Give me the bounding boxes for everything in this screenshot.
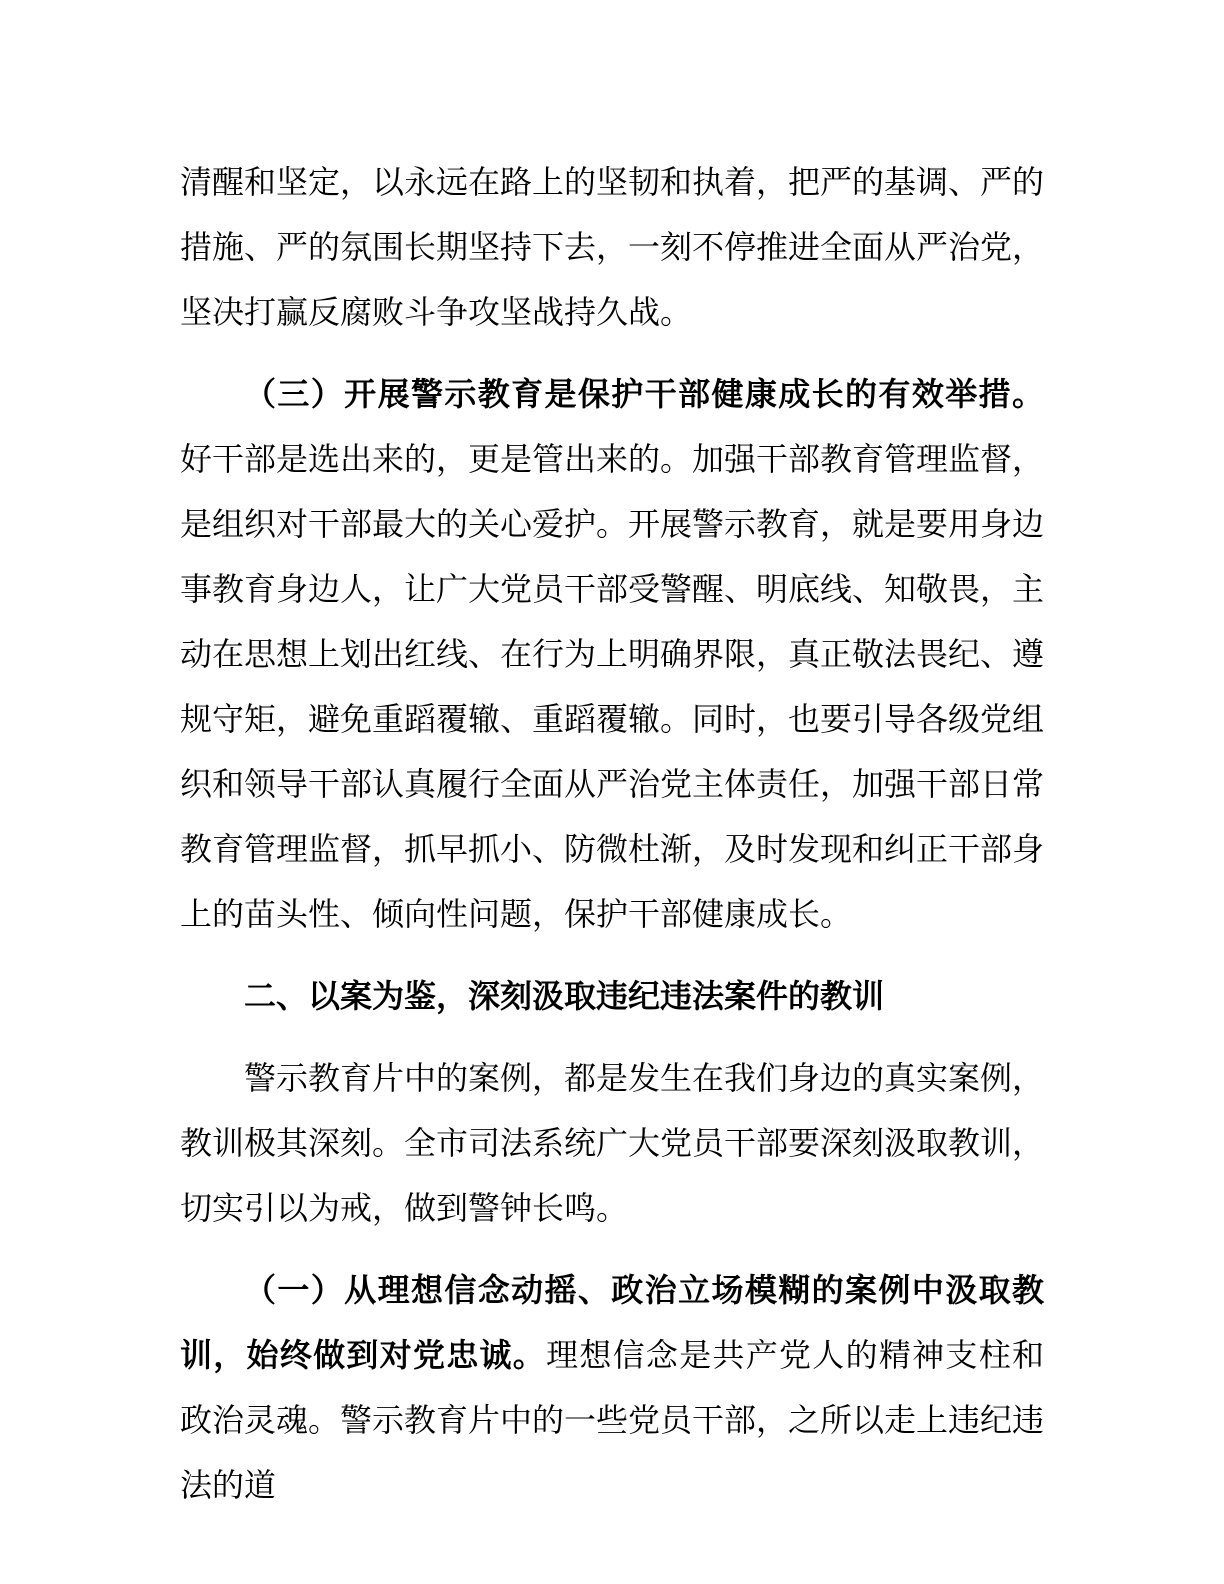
paragraph-point-three — [180, 362, 1044, 947]
body-text-run: 清醒和坚定，以永远在路上的坚韧和执着，把严的基调、严的措施、严的氛围长期坚持下去，一刻不停推进全面从严治党，坚决打赢反腐败斗争攻坚战持久战。 — [180, 164, 1045, 330]
body-text-run: 警示教育片中的案例，都是发生在我们身边的真实案例，教训极其深刻。全市司法系统广大党员干部要深刻汲取教训，切实引以为戒，做到警钟长鸣。 — [180, 1060, 1045, 1226]
section-heading-text: 二、以案为鉴，深刻汲取违纪违法案件的教训 — [244, 978, 885, 1014]
paragraph-point-one — [180, 1258, 1044, 1518]
bold-lead-run: （三）开展警示教育是保护干部健康成长的有效举措。 — [244, 376, 1044, 412]
body-text-run: 好干部是选出来的，更是管出来的。加强干部教育管理监督，是组织对干部最大的关心爱护。开展警示教育，就是要用身边事教育身边人，让广大党员干部受警醒、明底线、知敬畏，主动在思想上划出红线、在行为上明确界限，真正敬法畏纪、遵规守矩，避免重蹈覆辙、重蹈覆辙。同时，也要引导各级党组织和领导干部认真履行全面从严治党主体责任，加强干部日常教育管理监督，抓早抓小、防微杜渐，及时发现和纠正干部身上的苗头性、倾向性问题，保护干部健康成长。 — [180, 441, 1045, 932]
paragraph-continuation — [180, 150, 1044, 345]
section-heading-two — [180, 964, 1044, 1029]
body-text-run: 理想信念是共产党人的精神支柱和政治灵魂。警示教育片中的一些党员干部，之所以走上违纪违法的道 — [180, 1337, 1045, 1503]
paragraph-cases-intro — [180, 1046, 1044, 1241]
bold-lead-run: （一）从理想信念动摇、政治立场模糊的案例中汲取教训，始终做到对党忠诚。 — [180, 1272, 1044, 1373]
